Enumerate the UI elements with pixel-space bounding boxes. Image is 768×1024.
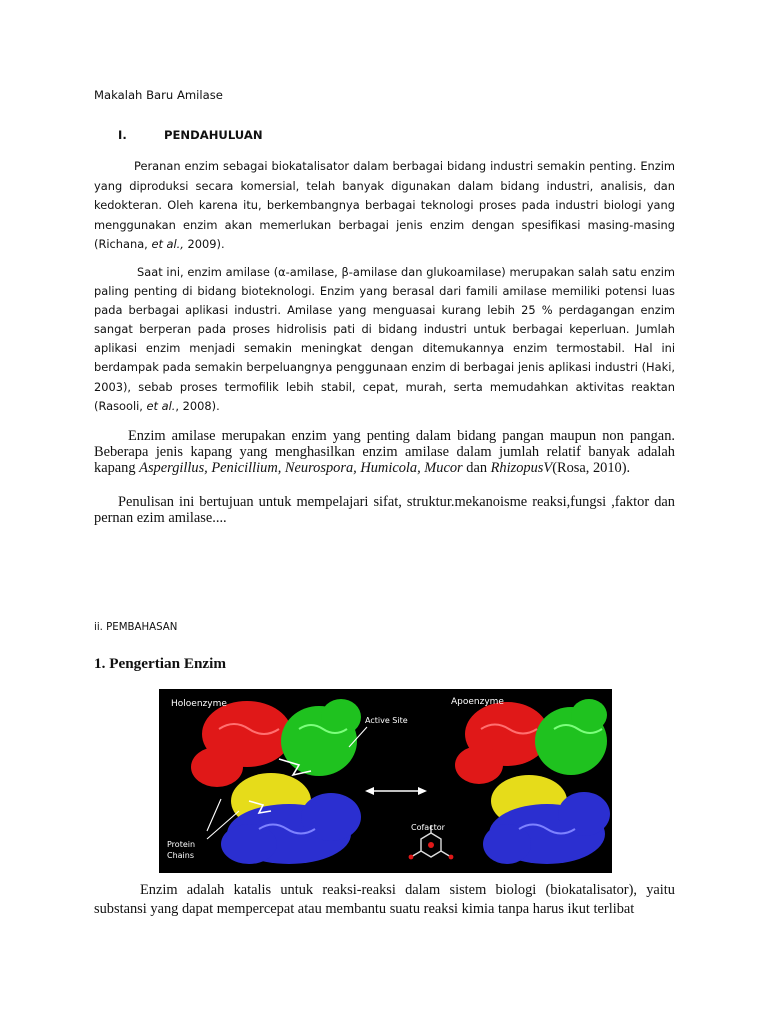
section-heading-pendahuluan [118,128,263,142]
paragraph-1: Peranan enzim sebagai biokatalisator dalam berbagai bidang industri semakin penting. Enzim yang diproduksi secara komersial, telah banyak digunakan dalam bidang industri, analisis, dan kedokteran. Oleh karena itu, berkembangnya berbagai teknologi proses pada industri biologi yang menggunakan enzim akan memerlukan berbagai jenis enzim dengan spesifikasi masing-masing (Richana, et al., 2009). [94,159,675,252]
paragraph-3: Enzim amilase merupakan enzim yang penting dalam bidang pangan maupun non pangan. Beberapa jenis kapang yang menghasilkan enzim amilase dalam jumlah relatif banyak adalah kapang Aspergillus, Penicillium, Neurospora, Humicola, Mucor dan RhizopusV(Rosa, 2010). [94,428,675,477]
label-cofactor: Cofactor [411,823,445,832]
enzyme-illustration [159,689,612,873]
paragraph-5: Enzim adalah katalis untuk reaksi-reaksi dalam sistem biologi (biokatalisator), yaitu substansi yang dapat mempercepat atau membantu suatu reaksi kimia tanpa harus ikut terlibat [94,882,675,918]
document-title: Makalah Baru Amilase [94,88,223,102]
section-number: I. [118,128,127,142]
section-title: PENDAHULUAN [164,128,263,142]
section-heading-pembahasan: ii. PEMBAHASAN [94,622,178,633]
paragraph-4: Penulisan ini bertujuan untuk mempelajari sifat, struktur.mekanoisme reaksi,fungsi ,faktor dan pernan ezim amilase.... [94,494,675,527]
paragraph-2: Saat ini, enzim amilase (α-amilase, β-amilase dan glukoamilase) merupakan salah satu enzim paling penting di bidang bioteknologi. Enzim yang berasal dari famili amilase memiliki potensi luas pada berbagai aplikasi industri. Amilase yang menguasai kurang lebih 25 % perdagangan enzim sangat berperan pada proses hidrolisis pati di bidang industri untuk berbagai keperluan. Jumlah aplikasi enzim menjadi semakin meningkat dengan ditemukannya enzim termostabil. Hal ini berdampak pada semakin berpeluangnya penggunaan enzim di berbagai jenis aplikasi industri (Haki, 2003), sebab proses termofilik lebih stabil, cepat, murah, serta memudahkan aktivitas reaktan (Rasooli, et al., 2008). [94,265,675,413]
label-chains: Chains [167,851,195,860]
label-protein: Protein [167,840,196,849]
subsection-heading: 1. Pengertian Enzim [94,655,227,672]
label-active-site: Active Site [365,716,408,725]
enzyme-figure [159,689,612,873]
label-apoenzyme: Apoenzyme [451,697,504,707]
label-holoenzyme: Holoenzyme [171,699,227,709]
